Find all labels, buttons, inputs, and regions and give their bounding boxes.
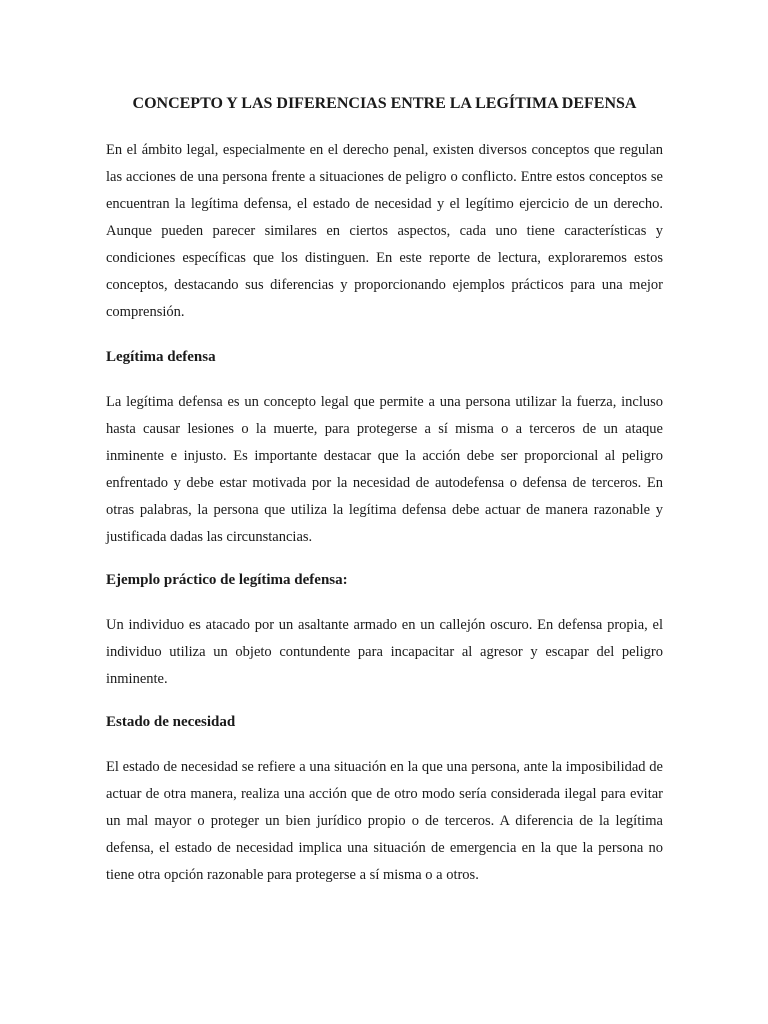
section-body-estado-necesidad: El estado de necesidad se refiere a una situación en la que una persona, ante la imposibilidad de actuar de otra manera, realiza una acción que de otro modo sería considerada ilegal para evitar un mal mayor o proteger un bien jurídico propio o de terceros. A diferencia de la legítima defensa, el estado de necesidad implica una situación de emergencia en la que la persona no tiene otra opción razonable para protegerse a sí misma o a otros. [106, 759, 663, 883]
document-title: CONCEPTO Y LAS DIFERENCIAS ENTRE LA LEGÍTIMA DEFENSA [132, 95, 637, 112]
section-heading-estado-necesidad: Estado de necesidad [106, 714, 236, 730]
section-heading-ejemplo: Ejemplo práctico de legítima defensa: [106, 572, 348, 588]
section-body-ejemplo: Un individuo es atacado por un asaltante armado en un callejón oscuro. En defensa propia, el individuo utiliza un objeto contundente para incapacitar al agresor y escapar del peligro inminente. [106, 617, 663, 687]
section-heading-legitima-defensa: Legítima defensa [106, 349, 216, 365]
intro-paragraph: En el ámbito legal, especialmente en el derecho penal, existen diversos conceptos que regulan las acciones de una persona frente a situaciones de peligro o conflicto. Entre estos conceptos se encuentran la legítima defensa, el estado de necesidad y el legítimo ejercicio de un derecho. Aunque pueden parecer similares en ciertos aspectos, cada uno tiene características y condiciones específicas que los distinguen. En este reporte de lectura, exploraremos estos conceptos, destacando sus diferencias y proporcionando ejemplos prácticos para una mejor comprensión. [106, 142, 663, 320]
section-body-legitima-defensa: La legítima defensa es un concepto legal que permite a una persona utilizar la fuerza, incluso hasta causar lesiones o la muerte, para protegerse a sí misma o a terceros de un ataque inminente e injusto. Es importante destacar que la acción debe ser proporcional al peligro enfrentado y debe estar motivada por la necesidad de autodefensa o defensa de terceros. En otras palabras, la persona que utiliza la legítima defensa debe actuar de manera razonable y justificada dadas las circunstancias. [106, 394, 663, 545]
document-page [106, 88, 663, 907]
